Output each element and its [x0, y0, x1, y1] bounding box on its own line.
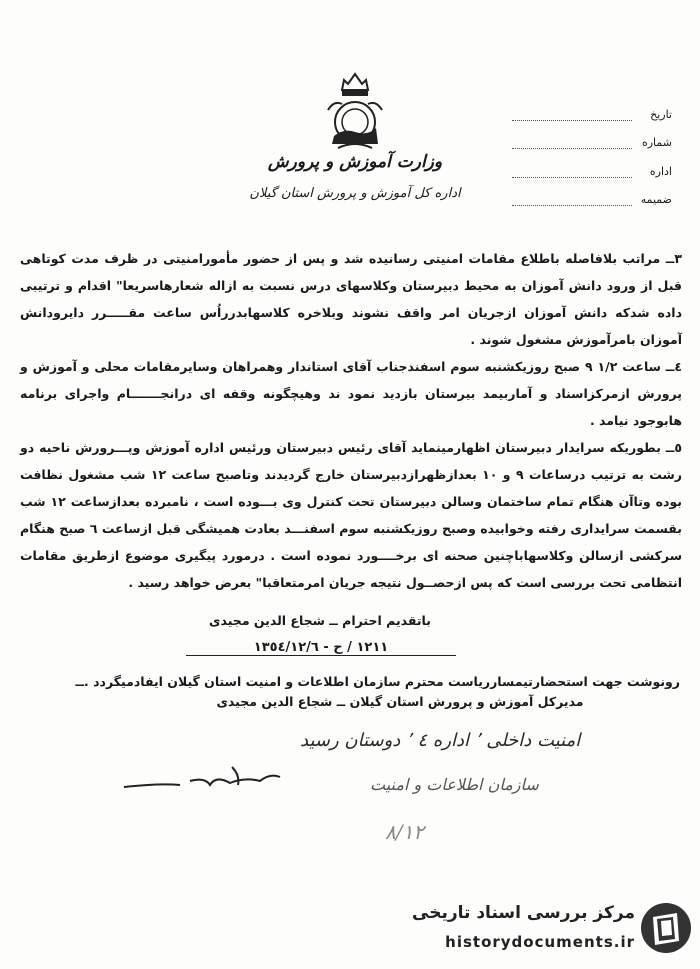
- number-dotted-line: [512, 148, 632, 149]
- department-field: [512, 165, 672, 185]
- date-field: [512, 108, 672, 128]
- date-dotted-line: [512, 120, 632, 121]
- signature-icon: [120, 755, 290, 795]
- paragraph-4: ٤ــ ساعت ١/٢ ٩ صبح روزیکشنبه سوم اسفندجناب آقای استاندار وهمراهان وسایرمقامات محلی و آموزش و پرورش ازمرکزاسناد و آماربیمد بیرستان بازدید نمود ند وهیچگونه وقفه ای درانجـــــــام واجرای برنامه هابوجود نیامد .: [20, 359, 682, 428]
- watermark-url: historydocuments.ir: [445, 933, 635, 951]
- date-label: تاریخ: [650, 108, 672, 121]
- department-dotted-line: [512, 177, 632, 178]
- number-field: [512, 136, 672, 156]
- archive-logo-icon: [639, 901, 693, 955]
- number-label: شماره: [641, 136, 672, 149]
- handwritten-note-3: ٨/١٢: [385, 820, 424, 844]
- attachment-field: [512, 193, 672, 213]
- watermark-title: مرکز بررسی اسناد تاریخی: [412, 903, 635, 923]
- ministry-title: وزارت آموزش و پرورش: [267, 152, 443, 172]
- watermark: [395, 895, 695, 965]
- reference-number: ١٢١١ / ح - ١٣٥٤/١٢/٦: [186, 640, 456, 656]
- paragraph-5: ٥ــ بطوریکه سرایدار دبیرستان اظهارمینماید آقای رئیس دبیرستان ورئیس اداره آموزش وپـــرورش ناحیه دو رشت به ترتیب درساعات ٩ و ١٠ بعدازظهرازدبیرستان خارج گردیدند وتاصبح ساعت ١٢ شب مشغول نظافت بوده وتاآن هنگام تمام ساختمان وسالن دبیرستان تحت کنترل وی بـــوده است ، نامبرده بعدازساعت ١٢ شب بقسمت سرایداری رفته وخوابیده وصبح روزیکشنبه سوم اسفنـــد بعادت همیشگی قبل ازساعت ٦ صبح هنگام سرکشی ازسالن وکلاسهاباچنین صحنه ای برخــــورد نموده است . درمورد پیگیری موضوع ازطریق مقامات انتظامی تحت بررسی است که پس ازحصــول نتیجه جریان امرمتعاقبا" بعرض خواهد رسید .: [20, 440, 682, 590]
- letter-body: [20, 245, 682, 596]
- lion-and-sun-emblem-icon: [320, 70, 390, 152]
- office-title: اداره کل آموزش و پرورش استان گیلان: [249, 186, 461, 201]
- closing-line: باتقدیم احترام ــ شجاع الدین مجیدی: [209, 613, 431, 628]
- signer-line: مدیرکل آموزش و پرورش استان گیلان ــ شجاع الدین مجیدی: [216, 694, 584, 709]
- department-label: اداره: [649, 165, 672, 178]
- handwritten-note-1: امنیت داخلی ٬ اداره ٤ ٬ دوستان رسید: [300, 730, 581, 751]
- copy-note: رونوشت جهت استحضارتیمسارریاست محترم سازمان اطلاعات و امنیت استان گیلان ایفادمیگردد .ــ: [75, 674, 680, 689]
- attachment-dotted-line: [512, 205, 632, 206]
- paragraph-3: ٣ــ مراتب بلافاصله باطلاع مقامات امنیتی رسانیده شد و پس از حضور مأمورامنیتی در ظرف مدت کوتاهی قبل از ورود دانش آموزان به محیط دبیرستان وکلاسهای درس نسبت به ازاله شعارهاسریعا" اقدام و ترتیبی داده شدکه دانش آموزان ازجریان امر واقف نشوند وبلاخره کلاسهابدرراُس ساعت مقـــــرر دایرودانش آموزان بامرآموزش مشغول شوند .: [20, 251, 682, 347]
- handwritten-note-2: سازمان اطلاعات و امنیت: [370, 775, 539, 794]
- attachment-label: ضمیمه: [640, 193, 672, 206]
